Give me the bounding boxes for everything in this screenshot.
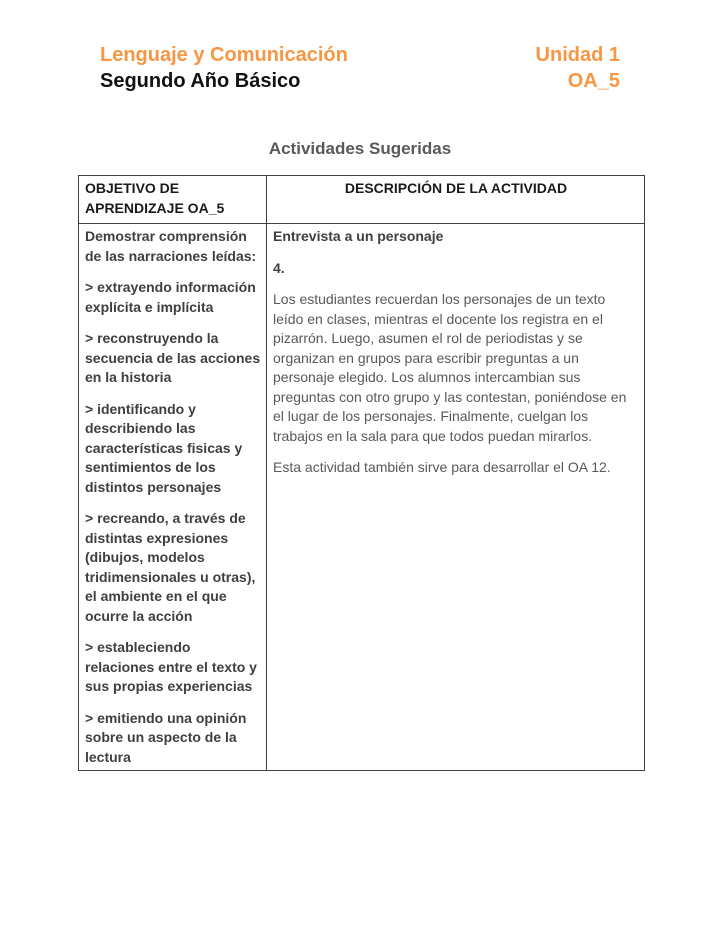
activity-description: Los estudiantes recuerdan los personajes de un texto leído en clases, mientras el docente los registra en el pizarrón. Luego, asumen el rol de periodistas y se organizan en grupos para escribir preguntas a un personaje elegido. Los alumnos intercambian sus preguntas con otro grupo y las contestan, poniéndose en el lugar de los personajes. Finalmente, cuelgan los trabajos en la sala para que todos puedan mirarlos.: [273, 291, 627, 444]
activity-cell: [267, 224, 645, 771]
activity-number: 4.: [273, 259, 285, 276]
header-right-block: [536, 42, 620, 94]
page-title: Actividades Sugeridas: [268, 139, 452, 158]
activities-table: [78, 175, 645, 771]
activity-title: Entrevista a un personaje: [273, 228, 444, 244]
description-column-header: DESCRIPCIÓN DE LA ACTIVIDAD: [267, 176, 645, 224]
oa-label: OA_5: [567, 70, 620, 92]
objective-bullet: > emitiendo una opinión sobre un aspecto de la lectura: [85, 709, 247, 765]
table-header-row: [79, 176, 645, 224]
header-left-block: [100, 42, 348, 94]
activity-note: Esta actividad también sirve para desarrollar el OA 12.: [273, 459, 611, 475]
objective-bullet: > reconstruyendo la secuencia de las acciones en la historia: [85, 330, 261, 385]
objective-bullet: > extrayendo información explícita e implícita: [85, 279, 256, 315]
unit-label: Unidad 1: [535, 44, 620, 66]
subject-title: Lenguaje y Comunicación: [100, 44, 348, 66]
objective-intro: Demostrar comprensión de las narraciones leídas:: [85, 228, 257, 264]
objective-cell: [79, 224, 267, 771]
table-row: [79, 224, 645, 771]
document-header: [100, 42, 620, 94]
objective-bullet: > estableciendo relaciones entre el texto y sus propias experiencias: [85, 639, 257, 694]
objective-bullet: > identificando y describiendo las características fisicas y sentimientos de los distintos personajes: [85, 400, 243, 495]
grade-subtitle: Segundo Año Básico: [100, 70, 301, 92]
objective-bullet: > recreando, a través de distintas expresiones (dibujos, modelos tridimensionales u otras), el ambiente en el que ocurre la acción: [85, 510, 256, 624]
objective-column-header: OBJETIVO DE APRENDIZAJE OA_5: [79, 176, 267, 224]
